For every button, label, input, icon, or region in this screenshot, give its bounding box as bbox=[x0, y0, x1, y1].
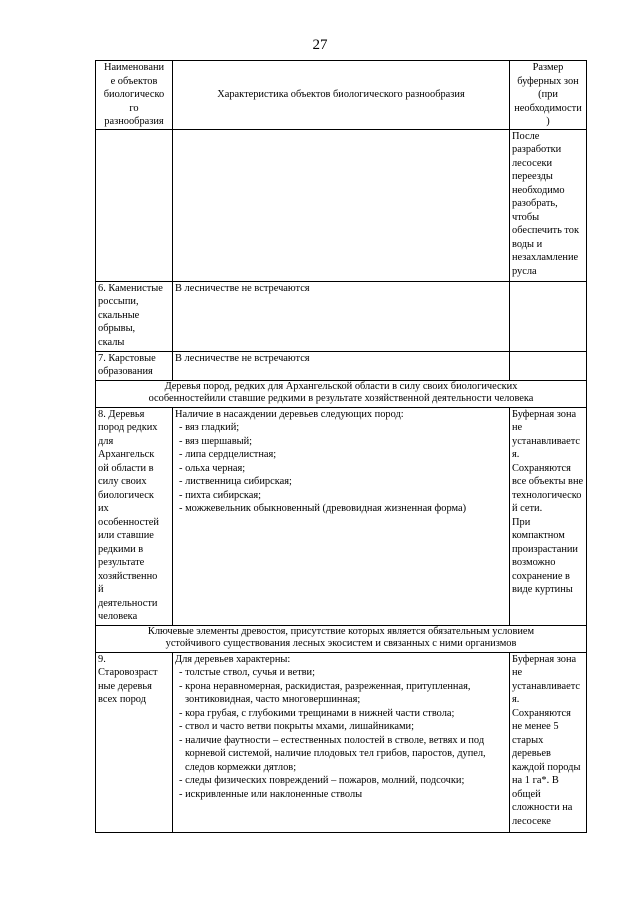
row8-name-cell bbox=[96, 407, 173, 625]
list-item: - вяз гладкий; bbox=[175, 421, 507, 435]
cell-line: сохранение в bbox=[512, 570, 570, 582]
cell-line: каждой породы bbox=[512, 761, 581, 773]
section-key-elements-line1: Ключевые элементы древостоя, присутствие которых является обязательным условием bbox=[147, 625, 535, 637]
cell-line: деятельности bbox=[98, 597, 158, 609]
cell-line: ные деревья bbox=[98, 680, 152, 692]
row8-species-list bbox=[175, 421, 507, 516]
cell-line: устанавливаетс bbox=[512, 435, 581, 447]
cell-line: воды и bbox=[512, 238, 543, 250]
list-item: - можжевельник обыкновенный (древовидная жизненная форма) bbox=[175, 502, 507, 516]
cell-line: Размер bbox=[532, 62, 564, 73]
list-item: - ствол и часто ветви покрыты мхами, лишайниками; bbox=[175, 720, 507, 734]
table-row-8 bbox=[96, 407, 587, 625]
cell-line: пород редких bbox=[98, 422, 158, 433]
cell-line: результате bbox=[98, 557, 145, 568]
cell-line: деревьев bbox=[512, 748, 551, 759]
cell-line: технологическо bbox=[512, 489, 582, 501]
cell-line: биологическ bbox=[98, 489, 154, 501]
cell-line: обрывы, bbox=[98, 323, 136, 334]
cell-line: Архангельск bbox=[98, 449, 155, 460]
row7-name-cell bbox=[96, 351, 173, 380]
row6-buffer-cell bbox=[510, 281, 587, 351]
cell-line: образования bbox=[98, 366, 153, 377]
list-item: - следы физических повреждений – пожаров, молний, подсочки; bbox=[175, 774, 507, 788]
cell-line: редкими в bbox=[98, 543, 144, 555]
cell-line: разнообразия bbox=[104, 116, 164, 127]
list-item: - липа сердцелистная; bbox=[175, 448, 507, 462]
section-key-elements-line2: устойчивого существования лесных экосистем и связанных с ними организмов bbox=[165, 638, 517, 649]
cell-line: Старовозраст bbox=[98, 667, 158, 678]
cell-line: При bbox=[512, 516, 531, 528]
cell-line: общей bbox=[512, 788, 541, 800]
row9-name-cell bbox=[96, 652, 173, 832]
cell-line: или ставшие bbox=[98, 530, 154, 541]
section-rare-trees-line2: особенностейили ставшие редкими в результате хозяйственной деятельности человека bbox=[148, 393, 534, 404]
header-characteristics-cell: Характеристика объектов биологического разнообразия bbox=[173, 61, 510, 130]
list-item: - пихта сибирская; bbox=[175, 489, 507, 503]
table-row-6 bbox=[96, 281, 587, 351]
cell-line: их bbox=[98, 503, 109, 514]
list-item: - вяз шершавый; bbox=[175, 435, 507, 449]
cell-line: особенностей bbox=[98, 516, 159, 528]
cell-line: сложности на bbox=[512, 802, 573, 813]
biodiversity-table bbox=[95, 60, 587, 833]
cont-buffer-cell bbox=[510, 129, 587, 281]
cont-name-cell bbox=[96, 129, 173, 281]
cell-line: биологическо bbox=[103, 89, 165, 100]
cell-line: россыпи, bbox=[98, 296, 139, 307]
cell-line: устанавливаетс bbox=[512, 680, 581, 692]
cell-line: 9. bbox=[98, 653, 106, 665]
list-item: - толстые ствол, сучья и ветви; bbox=[175, 666, 507, 680]
cell-line: Сохраняются bbox=[512, 462, 571, 474]
cell-line: чтобы bbox=[512, 211, 540, 223]
row7-buffer-cell bbox=[510, 351, 587, 380]
cell-line: После bbox=[512, 130, 540, 142]
cell-line: на 1 га*. В bbox=[512, 775, 559, 786]
page-number: 27 bbox=[312, 37, 328, 53]
cell-line: скалы bbox=[98, 336, 125, 348]
cell-line: переезды bbox=[512, 171, 553, 182]
list-item: - кора грубая, с глубокими трещинами в нижней части ствола; bbox=[175, 707, 507, 721]
cell-line: хозяйственно bbox=[98, 570, 158, 582]
cell-line: 7. Карстовые bbox=[98, 352, 156, 364]
cell-line: человека bbox=[98, 611, 138, 622]
cell-line: силу своих bbox=[98, 476, 147, 487]
cell-line: разобрать, bbox=[512, 198, 558, 209]
cell-line: для bbox=[98, 435, 114, 447]
cell-line: не менее 5 bbox=[512, 721, 559, 732]
cell-line: виде куртины bbox=[512, 584, 573, 595]
cell-line: 6. Каменистые bbox=[98, 282, 163, 294]
cell-line: Буферная зона bbox=[512, 653, 577, 665]
list-item: - ольха черная; bbox=[175, 462, 507, 476]
cell-line: лесосеки bbox=[512, 157, 553, 169]
cell-line: необходимо bbox=[512, 184, 565, 196]
cell-line: всех пород bbox=[98, 694, 146, 705]
cell-line: го bbox=[129, 102, 139, 114]
row8-desc-cell bbox=[173, 407, 510, 625]
cell-line: ) bbox=[546, 116, 550, 127]
cell-line: незахламление bbox=[512, 252, 579, 263]
list-item: - лиственница сибирская; bbox=[175, 475, 507, 489]
list-item: - наличие фаутности – естественных полостей в стволе, ветвях и под корневой системой, наличие плодовых тел грибов, паростов, дупел, следов кормежки дятлов; bbox=[175, 734, 507, 775]
cell-line: Сохраняются bbox=[512, 707, 571, 719]
cell-line: скальные bbox=[98, 309, 140, 321]
cell-line: (при bbox=[538, 89, 558, 100]
cell-line: буферных зон bbox=[517, 75, 579, 87]
section-key-elements bbox=[96, 625, 587, 652]
row7-desc-cell: В лесничестве не встречаются bbox=[173, 351, 510, 380]
section-rare-trees-row bbox=[96, 380, 587, 407]
row9-features-list bbox=[175, 666, 507, 801]
section-key-elements-row bbox=[96, 625, 587, 652]
cell-line: й bbox=[98, 584, 104, 595]
cell-line: обеспечить ток bbox=[512, 225, 580, 236]
cell-line: не bbox=[512, 422, 523, 433]
cell-line: не bbox=[512, 667, 523, 678]
cell-line: е объектов bbox=[110, 75, 158, 87]
cell-line: Наименовани bbox=[103, 62, 165, 73]
row8-intro: Наличие в насаждении деревьев следующих пород: bbox=[175, 408, 404, 420]
header-buffer-cell bbox=[510, 61, 587, 130]
cell-line: й сети. bbox=[512, 503, 543, 514]
cell-line: 8. Деревья bbox=[98, 408, 145, 420]
table-row-9 bbox=[96, 652, 587, 832]
row8-buffer-cell bbox=[510, 407, 587, 625]
row6-name-cell bbox=[96, 281, 173, 351]
table-row-7 bbox=[96, 351, 587, 380]
cell-line: компактном bbox=[512, 530, 565, 541]
cell-line: ой области в bbox=[98, 462, 154, 474]
row6-desc-cell: В лесничестве не встречаются bbox=[173, 281, 510, 351]
cell-line: лесосеке bbox=[512, 815, 551, 827]
cell-line: разработки bbox=[512, 144, 562, 155]
cell-line: старых bbox=[512, 734, 544, 746]
cell-line: русла bbox=[512, 265, 537, 277]
cell-line: я. bbox=[512, 694, 520, 705]
row9-buffer-cell bbox=[510, 652, 587, 832]
row9-intro: Для деревьев характерны: bbox=[175, 653, 291, 665]
table-row-continued bbox=[96, 129, 587, 281]
list-item: - искривленные или наклоненные стволы bbox=[175, 788, 507, 802]
cell-line: произрастании bbox=[512, 543, 578, 555]
cell-line: необходимости bbox=[514, 102, 582, 114]
cell-line: все объекты вне bbox=[512, 476, 584, 487]
section-rare-trees-line1: Деревья пород, редких для Архангельской области в силу своих биологических bbox=[164, 380, 518, 392]
list-item: - крона неравномерная, раскидистая, разреженная, притупленная, зонтиковидная, часто многовершинная; bbox=[175, 680, 507, 707]
cell-line: возможно bbox=[512, 557, 556, 568]
row9-desc-cell bbox=[173, 652, 510, 832]
cell-line: я. bbox=[512, 449, 520, 460]
table-header-row bbox=[96, 61, 587, 130]
header-name-cell bbox=[96, 61, 173, 130]
cont-desc-cell bbox=[173, 129, 510, 281]
cell-line: Буферная зона bbox=[512, 408, 577, 420]
section-rare-trees bbox=[96, 380, 587, 407]
